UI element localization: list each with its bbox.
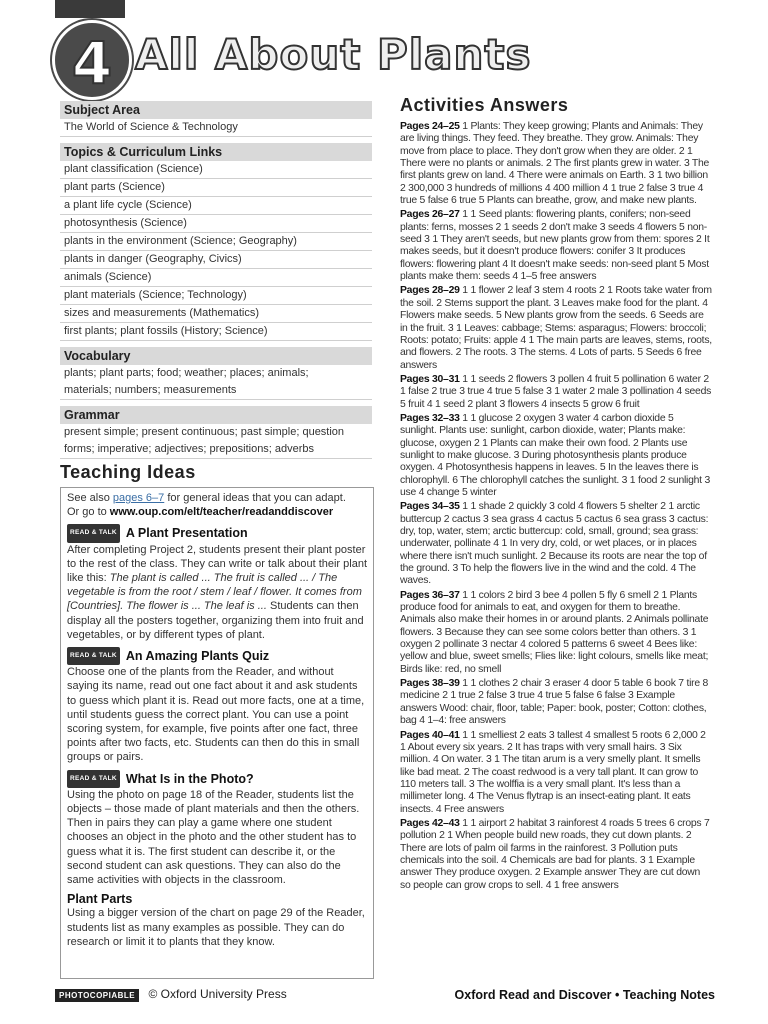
answer-text: 1 1 flower 2 leaf 3 stem 4 roots 2 1 Roots take water from the soil. 2 Stems support the plant. 3 Leaves make food for the plant. 4 Flowers make seeds. 5 New plants grow from the seeds. 6 Seeds are in the fruit. 3 1 Leaves: cabbage; Stems: asparagus; Flowers: broccoli; Roots: potato; Fruits: apple 4 1 The main parts are leaves, stems, roots, and flowers. 2 The roots. 3 The stems. 4 Lots of parts. 5 Seeds 6 free answers: [400, 285, 712, 371]
copyright: © Oxford University Press: [148, 987, 287, 1001]
idea-text: Choose one of the plants from the Reader, and without saying its name, read out one fact about it and ask students to guess which plant it is. Read out more facts, one at a time, until students guess the correct plant. You can use a point scoring system, for example, five points after one fact, three points after two facts, etc. Students can then do this in small groups or pairs.: [67, 666, 365, 764]
topic-item: plant materials (Science; Technology): [60, 287, 372, 305]
vocabulary-text: [60, 365, 372, 400]
topic-item: animals (Science): [60, 269, 372, 287]
answer-section: [400, 209, 712, 283]
answer-text: 1 Plants: They keep growing; Plants and Animals: They are living things. They feed. They breathe. They grow. Animals: They move from place to place. They don't grow when they are older. 2 1 There were no plants or animals. 2 The first plants grew in water. 3 The first plants grew on land. 4 There were animals on Earth. 3 1 two billion 2 300,000 3 hundreds of millions 4 400 million 4 1 true 2 false 3 true 4 true 5 false 6 true 5 Plants can breathe, grow, and make new plants.: [400, 121, 710, 207]
answer-section: [400, 374, 712, 411]
answer-text: 1 1 seeds 2 flowers 3 pollen 4 fruit 5 pollination 6 water 2 1 false 2 true 3 true 4 true 5 false 3 1 water 2 male 3 pollination 4 seeds 5 fruit 4 1 seed 2 plant 3 flowers 4 insects 5 grow 6 fruit: [400, 373, 712, 410]
read-and-talk-icon: READ & TALK: [67, 524, 120, 542]
answer-pages: Pages 42–43: [400, 817, 460, 829]
idea-text: Using a bigger version of the chart on page 29 of the Reader, students list as many examples as possible. They can do research or limit it to plants that they know.: [67, 907, 365, 948]
info-panel: [60, 101, 372, 459]
topic-item: photosynthesis (Science): [60, 215, 372, 233]
unit-number: 4: [71, 29, 113, 97]
photocopiable-label: PHOTOCOPIABLE: [55, 989, 139, 1002]
pages-link[interactable]: pages 6–7: [112, 492, 165, 504]
answer-text: 1 1 Seed plants: flowering plants, conifers; non-seed plants: ferns, mosses 2 1 seeds 2 don't make 3 seeds 4 flowers 5 non-seed 3 1 They aren't seeds, but new plants grow from them: spores 2 It makes seeds, but it doesn't produce flowers: conifer 3 It produces flowers: flowering plant 4 It doesn't make seeds: non-seed plant 5 Most plants make them: seeds 4 1–5 free answers: [400, 209, 710, 283]
answer-section: [400, 590, 712, 676]
teaching-intro: See also pages 6–7 for general ideas that you can adapt. Or go to www.oup.com/elt/teacher/readanddiscover: [67, 492, 346, 519]
answer-pages: Pages 28–29: [400, 285, 460, 297]
teaching-ideas-box: [60, 487, 374, 979]
answer-pages: Pages 32–33: [400, 412, 460, 424]
oup-url[interactable]: www.oup.com/elt/teacher/readanddiscover: [109, 506, 334, 519]
unit-badge: [52, 20, 132, 100]
grammar-line: forms; imperative; adjectives; prepositions; adverbs: [64, 443, 315, 455]
topic-item: first plants; plant fossils (History; Science): [60, 323, 372, 341]
answer-text: 1 1 colors 2 bird 3 bee 4 pollen 5 fly 6 smell 2 1 Plants produce food for animals to eat, and oxygen for them to breathe. Animals also make their homes in or around plants. 2 Animals pollinate flowers. 3 Because they can see some colors better than others. 3 1 oxygen 2 pollinate 3 nectar 4 colored 5 patterns 6 sweet 4 Bees like: yellow and blue, sweet smells; Flies like: light colours, smells like meat; Birds like: red, no smell: [400, 589, 709, 675]
idea-heading: Plant Parts: [67, 892, 133, 907]
read-and-talk-icon: READ & TALK: [67, 647, 120, 665]
vocabulary-heading: Vocabulary: [60, 347, 372, 365]
answer-section: [400, 121, 712, 207]
teaching-ideas-title: Teaching Ideas: [60, 462, 196, 482]
answer-pages: Pages 40–41: [400, 729, 460, 741]
subject-area-heading: Subject Area: [60, 101, 372, 119]
answer-pages: Pages 38–39: [400, 678, 460, 690]
topic-item: plants in danger (Geography, Civics): [60, 251, 372, 269]
idea-text: Using the photo on page 18 of the Reader, students list the objects – those made of plant materials and then the others. Then in pairs they can play a game where one student chooses an object in the photo and the other student has to guess what it is. The first student can describe it, or the second student can ask questions. They can also do the same activities with objects in the classroom.: [67, 788, 360, 887]
answer-section: [400, 818, 712, 892]
answer-pages: Pages 30–31: [400, 373, 460, 385]
idea-heading: READ & TALK What Is in the Photo?: [67, 770, 367, 788]
vocabulary-line: plants; plant parts; food; weather; places; animals;: [64, 367, 309, 379]
topic-item: a plant life cycle (Science): [60, 197, 372, 215]
answer-text: 1 1 clothes 2 chair 3 eraser 4 door 5 table 6 book 7 tire 8 medicine 2 1 true 2 false 3 true 4 true 5 false 6 false 3 Example answers Wood: chair, floor, table; Paper: book, poster; Cotton: clothes, bag 4 1–4: free answers: [400, 678, 709, 727]
answer-pages: Pages 26–27: [400, 209, 460, 221]
topic-item: plant parts (Science): [60, 179, 372, 197]
grammar-text: [60, 424, 372, 459]
answer-section: [400, 678, 712, 727]
answer-section: [400, 285, 712, 371]
answer-text: 1 1 smelliest 2 eats 3 tallest 4 smallest 5 roots 6 2,000 2 1 About every six years. 2 It has traps with very small hairs. 3 Six million. 4 On water. 3 1 The titan arum is a very smelly plant. It smells like bad meat. 2 The coast redwood is a very tall plant. It can grow to 110 meters tall. 3 The wolffia is a very small plant. It's less than a millimeter long. 4 The Venus flytrap is an insect-eating plant. It eats insects. 4 Free answers: [400, 729, 706, 815]
topic-item: sizes and measurements (Mathematics): [60, 305, 372, 323]
footer-left: [55, 987, 287, 1002]
idea-text: After completing Project 2, students present their plant poster to the rest of the class. They can write or talk about their plant like this: The plant is called ... The fruit is called ... / The vegetable is from the root / stem / leaf / flower. It comes from [Countries]. The flower is ... The leaf is ... Students can then display all the posters together, organizing them into fruit and vegetables, or by different types of plant.: [67, 543, 368, 641]
grammar-line: present simple; present continuous; past simple; question: [64, 426, 345, 438]
answer-text: 1 1 glucose 2 oxygen 3 water 4 carbon dioxide 5 sunlight. Plants use: sunlight, carbon dioxide, water; Plants make: glucose, oxygen 2 1 Plants can make their own food. 2 Plants use sunlight to make glucose. 3 During photosynthesis plants produce oxygen. 4 Photosynthesis happens in leaves. 5 In the leaves there is chlorophyll. 6 The chlorophyll catches the sunlight. 3 1 food 2 sunlight 3 use 4 change 5 winter: [400, 412, 710, 498]
series-name: Oxford Read and Discover • Teaching Notes: [454, 987, 715, 1002]
vocabulary-line: materials; numbers; measurements: [64, 384, 237, 396]
idea-heading: READ & TALK A Plant Presentation: [67, 524, 367, 542]
topic-item: plant classification (Science): [60, 161, 372, 179]
topic-item: plants in the environment (Science; Geography): [60, 233, 372, 251]
activities-title: Activities Answers: [400, 95, 569, 115]
subject-area-value: The World of Science & Technology: [60, 119, 372, 137]
answer-section: [400, 413, 712, 499]
answer-pages: Pages 36–37: [400, 589, 460, 601]
answer-section: [400, 501, 712, 587]
grammar-heading: Grammar: [60, 406, 372, 424]
answer-section: [400, 730, 712, 816]
answer-text: 1 1 shade 2 quickly 3 cold 4 flowers 5 shelter 2 1 arctic buttercup 2 cactus 3 sea grass 4 cactus 5 cactus 6 sea grass 3 cactus: dry, top, water, stem; arctic buttercup: cold, small, ground; sea grass: underwater, pollinate 4 1 In very dry, cold, or wet places, or in places where there isn't much sunlight. 2 Because its roots are near the top of the ground. 3 To help the flowers live in the wind and the cold. 4 The waves.: [400, 501, 709, 587]
read-and-talk-icon: READ & TALK: [67, 770, 120, 788]
idea-heading: READ & TALK An Amazing Plants Quiz: [67, 647, 367, 665]
activities-answers: [400, 121, 712, 894]
answer-pages: Pages 34–35: [400, 501, 460, 513]
answer-text: 1 1 airport 2 habitat 3 rainforest 4 roads 5 trees 6 crops 7 pollution 2 1 When people build new roads, they cut down plants. 2 There are lots of palm oil farms in the rainforest. 3 Pollution puts chemicals into the soil. 4 Chemicals are bad for plants. 3 1 Example answer They produce oxygen. 2 Example answer They are cut down so people can grow crops to sell. 4 1 free answers: [400, 817, 710, 891]
topics-list: [60, 161, 372, 341]
header-tab: [55, 0, 125, 18]
answer-pages: Pages 24–25: [400, 121, 460, 132]
page-title: All About Plants: [135, 30, 532, 79]
topics-heading: Topics & Curriculum Links: [60, 143, 372, 161]
footer: [55, 987, 715, 1002]
